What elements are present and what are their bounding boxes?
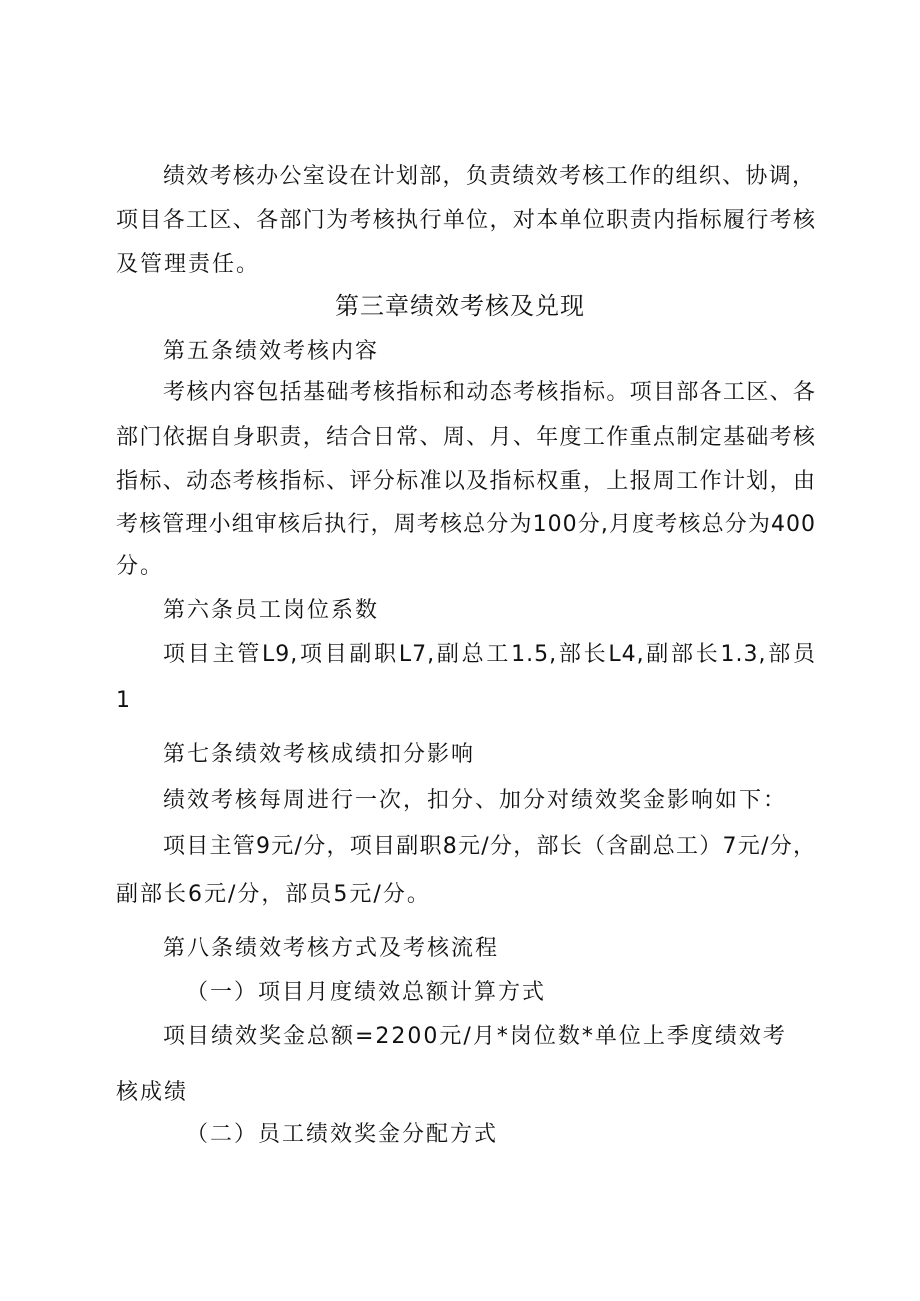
article-6-line-2: 1 — [116, 688, 132, 713]
article-8-subheading-2: （二）员工绩效奖金分配方式 — [186, 1122, 499, 1147]
article-8-subheading-1: （一）项目月度绩效总额计算方式 — [186, 980, 547, 1005]
article-5-line-4: 考核管理小组审核后执行，周考核总分为100分,月度考核总分为400 — [116, 512, 816, 537]
article-6-line-1: 项目主管L9,项目副职L7,副总工1.5,部长L4,副部长1.3,部员 — [163, 642, 816, 667]
article-5-line-3: 指标、动态考核指标、评分标准以及指标权重，上报周工作计划，由 — [116, 469, 816, 494]
article-5-line-2: 部门依据自身职责，结合日常、周、月、年度工作重点制定基础考核 — [116, 425, 816, 450]
article-6-heading: 第六条员工岗位系数 — [163, 598, 380, 623]
para1-line-3: 及管理责任。 — [116, 252, 261, 277]
article-8-formula-line-2: 核成绩 — [116, 1080, 189, 1105]
para1-line-2: 项目各工区、各部门为考核执行单位，对本单位职责内指标履行考核 — [116, 208, 816, 233]
article-7-line-3: 副部长6元/分，部员5元/分。 — [116, 882, 431, 907]
article-8-formula-line-1: 项目绩效奖金总额=2200元/月*岗位数*单位上季度绩效考 — [163, 1024, 787, 1049]
para1-line-1: 绩效考核办公室设在计划部，负责绩效考核工作的组织、协调， — [163, 164, 815, 189]
article-5-line-1: 考核内容包括基础考核指标和动态考核指标。项目部各工区、各 — [163, 380, 816, 405]
article-7-line-2: 项目主管9元/分，项目副职8元/分，部长（含副总工）7元/分， — [163, 834, 816, 859]
chapter-title: 第三章绩效考核及兑现 — [335, 292, 585, 320]
article-5-line-5: 分。 — [116, 554, 165, 579]
article-5-heading: 第五条绩效考核内容 — [163, 339, 380, 364]
article-7-heading: 第七条绩效考核成绩扣分影响 — [163, 742, 476, 767]
article-7-line-1: 绩效考核每周进行一次，扣分、加分对绩效奖金影响如下： — [163, 788, 788, 813]
article-8-heading: 第八条绩效考核方式及考核流程 — [163, 936, 500, 961]
